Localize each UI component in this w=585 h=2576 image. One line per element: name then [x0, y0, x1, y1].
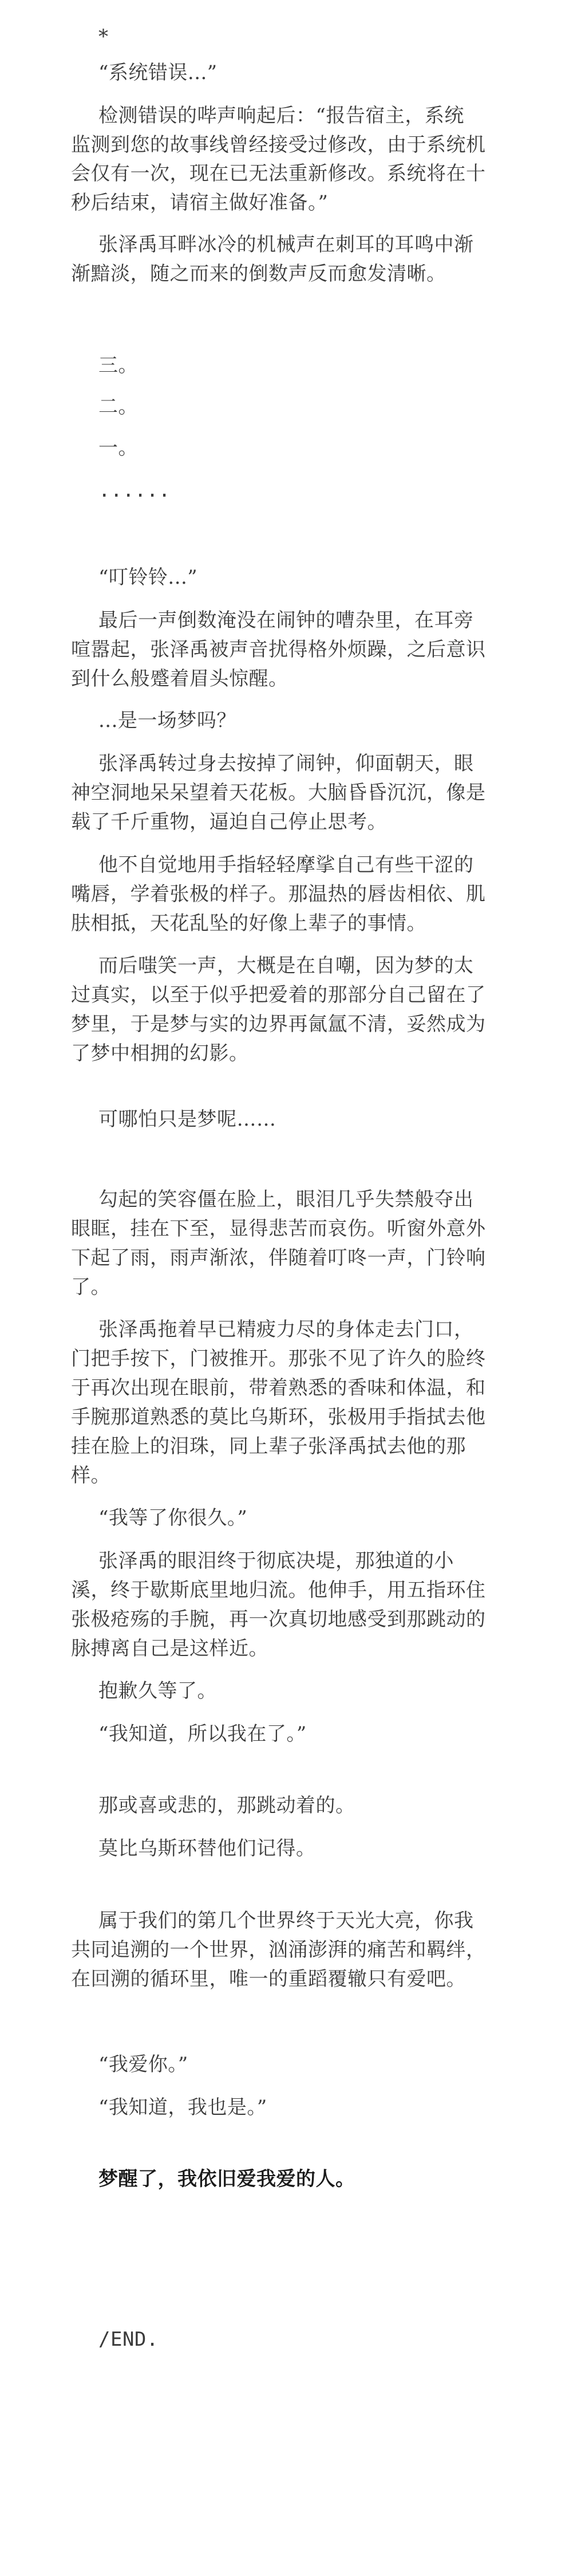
paragraph-line: 张泽禹转过身去按掉了闹钟，仰面朝天，眼 [98, 752, 474, 775]
ellipsis-line: ...... [98, 479, 171, 502]
paragraph-line: 肤相抵，天花乱坠的好像上辈子的事情。 [71, 912, 426, 935]
paragraph-line: 挂在脸上的泪珠，同上辈子张泽禹拭去他的那 [71, 1435, 466, 1458]
paragraph-line: 而后嗤笑一声，大概是在自嘲，因为梦的太 [98, 954, 474, 977]
paragraph-line: 莫比乌斯环替他们记得。 [98, 1837, 316, 1860]
countdown-line: 二。 [98, 395, 138, 418]
paragraph-line: 溪，终于歇斯底里地归流。他伸手，用五指环住 [71, 1579, 486, 1602]
paragraph-line: 于再次出现在眼前，带着熟悉的香味和体温，和 [71, 1377, 486, 1399]
paragraph-line: 过真实，以至于似乎把爱着的那部分自己留在了 [71, 984, 486, 1006]
paragraph-line: 张泽禹拖着早已精疲力尽的身体走去门口， [98, 1318, 474, 1341]
dialogue-line: “我知道，所以我在了。” [98, 1722, 307, 1745]
separator-asterisk: * [98, 25, 109, 48]
paragraph-line: 张泽禹的眼泪终于彻底决堤，那独道的小 [98, 1549, 454, 1572]
paragraph-line: 属于我们的第几个世界终于天光大亮，你我 [98, 1909, 474, 1932]
paragraph-line: 渐黯淡，随之而来的倒数声反而愈发清晰。 [71, 262, 446, 285]
paragraph-line: 在回溯的循环里，唯一的重蹈覆辙只有爱吧。 [71, 1968, 466, 1991]
dialogue-line: “叮铃铃...” [98, 566, 198, 589]
dialogue-line: “系统错误...” [98, 61, 218, 84]
end-marker: /END. [98, 2328, 159, 2351]
dialogue-line: “我知道，我也是。” [98, 2096, 267, 2119]
dialogue-line: “我爱你。” [98, 2053, 188, 2076]
paragraph-line: 检测错误的哔声响起后：“报告宿主，系统 [98, 104, 464, 127]
paragraph-line: 那或喜或悲的，那跳动着的。 [98, 1794, 355, 1817]
paragraph-line: 眼眶，挂在下至，显得悲苦而哀伤。听窗外意外 [71, 1217, 486, 1240]
paragraph-line: 张泽禹耳畔冰冷的机械声在刺耳的耳鸣中渐 [98, 233, 474, 256]
paragraph-line: ...是一场梦吗？ [98, 709, 236, 732]
paragraph-line: 样。 [71, 1464, 110, 1487]
paragraph-line: 可哪怕只是梦呢…… [98, 1108, 276, 1131]
paragraph-line: 勾起的笑容僵在脸上，眼泪几乎失禁般夺出 [98, 1188, 474, 1211]
paragraph-line: 嘴唇，学着张极的样子。那温热的唇齿相依、肌 [71, 883, 486, 906]
paragraph-line: 梦里，于是梦与实的边界再氤氲不清，妥然成为 [71, 1013, 486, 1036]
paragraph-line: 脉搏离自己是这样近。 [71, 1637, 268, 1660]
paragraph-line: 会仅有一次，现在已无法重新修改。系统将在十 [71, 162, 486, 185]
countdown-line: 三。 [98, 354, 138, 377]
paragraph-line: 秒后结束，请宿主做好准备。” [71, 191, 329, 214]
closing-line: 梦醒了，我依旧爱我爱的人。 [98, 2168, 355, 2190]
paragraph-line: 了梦中相拥的幻影。 [71, 1042, 249, 1065]
dialogue-line: “我等了你很久。” [98, 1507, 248, 1529]
paragraph-line: 载了千斤重物，逼迫自己停止思考。 [71, 811, 387, 833]
paragraph-line: 神空洞地呆呆望着天花板。大脑昏昏沉沉，像是 [71, 781, 486, 804]
paragraph-line: 共同追溯的一个世界，汹涌澎湃的痛苦和羁绊， [71, 1938, 486, 1961]
paragraph-line: 到什么般蹙着眉头惊醒。 [71, 667, 288, 690]
paragraph-line: 下起了雨，雨声渐浓，伴随着叮咚一声，门铃响 [71, 1246, 486, 1269]
paragraph-line: 抱歉久等了。 [98, 1680, 217, 1702]
paragraph-line: 手腕那道熟悉的莫比乌斯环，张极用手指拭去他 [71, 1406, 486, 1429]
paragraph-line: 喧嚣起，张泽禹被声音扰得格外烦躁，之后意识 [71, 638, 486, 661]
paragraph-line: 最后一声倒数淹没在闹钟的嘈杂里，在耳旁 [98, 609, 474, 632]
paragraph-line: 张极疮殇的手腕，再一次真切地感受到那跳动的 [71, 1608, 486, 1631]
paragraph-line: 门把手按下，门被推开。那张不见了许久的脸终 [71, 1347, 486, 1370]
countdown-line: 一。 [98, 436, 138, 459]
paragraph-line: 他不自觉地用手指轻轻摩挲自己有些干涩的 [98, 854, 474, 876]
paragraph-line: 监测到您的故事线曾经接受过修改，由于系统机 [71, 133, 486, 156]
paragraph-line: 了。 [71, 1276, 110, 1299]
